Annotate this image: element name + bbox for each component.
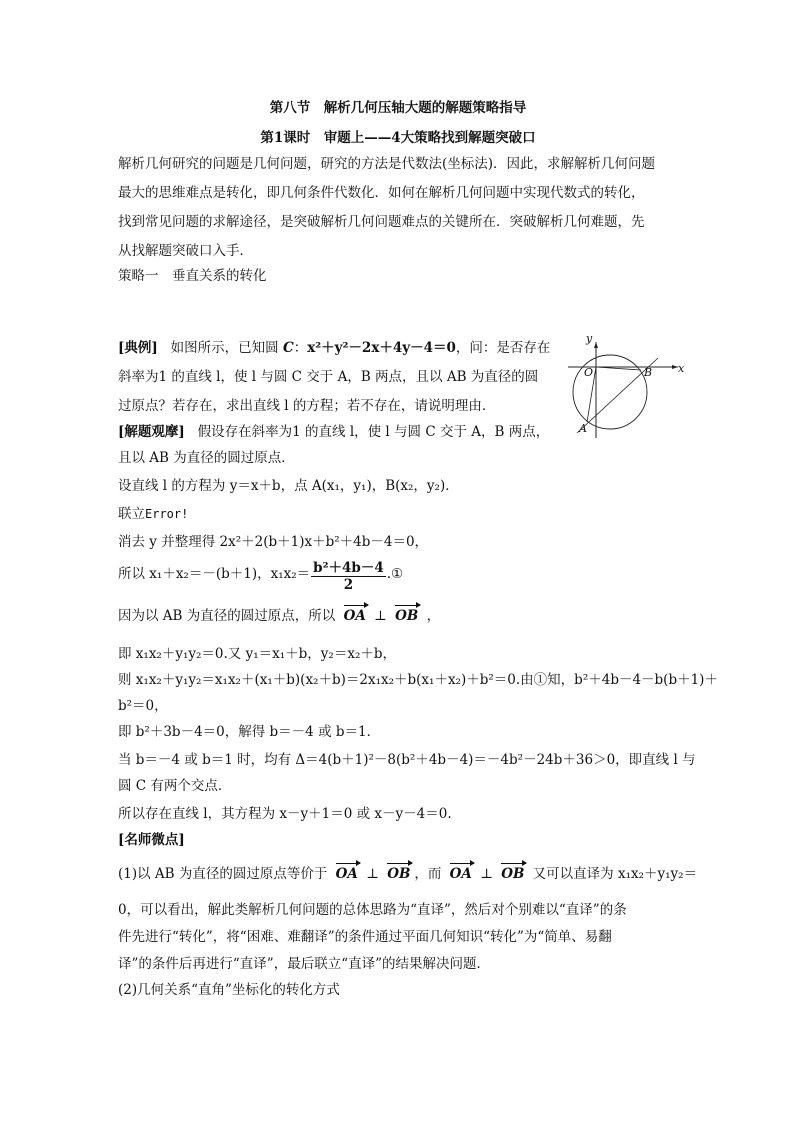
point-a-label: A [579,422,587,435]
notes-p1-line-4: 译”的条件后再进行“直译”，最后联立“直译”的结果解决问题． [118,956,491,972]
circle-equation: x²＋y²－2x＋4y－4＝0 [307,340,456,356]
solution-line-5: 消去 y 并整理得 2x²＋2(b＋1)x＋b²＋4b－4＝0， [118,534,429,550]
notes-p1-line-3: 件先进行“转化”，将“困难、难翻译”的条件通过平面几何知识“转化”为“简单、易翻 [118,929,612,945]
example-line-1: [典例] 如图所示，已知圆 C：x²＋y²－2x＋4y－4＝0，问：是否存在 [118,340,551,356]
circle-diagram [560,330,690,440]
x-axis-label: x [678,362,685,375]
error-text: Error! [145,507,189,521]
origin-label: O [584,366,594,379]
notes-p2: (2)几何关系“直角”坐标化的转化方式 [118,982,340,998]
intro-line-4: 从找解题突破口入手． [118,243,253,259]
example-line-2: 斜率为1 的直线 l，使 l 与圆 C 交于 A，B 两点，且以 AB 为直径的圆 [118,369,539,385]
intro-line-1: 解析几何研究的问题是几何问题，研究的方法是代数法(坐标法)．因此，求解解析几何问题 [118,156,656,172]
solution-line-4: 联立Error! [118,506,189,522]
solution-label: [解题观摩] [118,424,185,440]
solution-line-10: b²＝0， [118,698,168,714]
intro-line-3: 找到常见问题的求解途径，是突破解析几何问题难点的关键所在．突破解析几何难题，先 [118,214,645,230]
example-label: [典例] [118,340,158,356]
y-axis-label: y [586,332,593,345]
solution-line-12: 当 b＝－4 或 b＝1 时，均有 Δ＝4(b＋1)²－8(b²＋4b－4)＝－4b²－24b＋36＞0，即直线 l 与 [118,752,696,768]
notes-p1-line-1: (1)以 AB 为直径的圆过原点等价于 OA ⊥ OB ，而 OA ⊥ OB 又可以直译为 x₁x₂＋y₁y₂＝ [118,860,697,882]
notes-label: [名师微点] [118,832,185,848]
intro-line-2: 最大的思维难点是转化，即几何条件代数化．如何在解析几何问题中实现代数式的转化， [118,185,645,201]
solution-line-3: 设直线 l 的方程为 y＝x＋b，点 A(x₁，y₁)，B(x₂，y₂)． [118,478,459,494]
solution-line-14: 所以存在直线 l，其方程为 x－y＋1＝0 或 x－y－4＝0. [118,806,452,822]
solution-line-1: [解题观摩] 假设存在斜率为1 的直线 l，使 l 与圆 C 交于 A，B 两点， [118,424,550,440]
solution-line-8: 即 x₁x₂＋y₁y₂＝0.又 y₁＝x₁＋b，y₂＝x₂＋b， [118,646,397,662]
vector-ob: OB [395,602,418,624]
solution-line-2: 且以 AB 为直径的圆过原点． [118,450,295,466]
lesson-title: 第1课时 审题上——4大策略找到解题突破口 [260,130,536,146]
solution-line-7: 因为以 AB 为直径的圆过原点，所以 OA ⊥ OB ， [118,602,440,624]
point-b-label: B [644,366,653,379]
vector-oa: OA [450,860,472,882]
notes-p1-line-2: 0，可以看出，解此类解析几何问题的总体思路为“直译”，然后对个别难以“直译”的条 [118,902,627,918]
solution-line-9: 则 x₁x₂＋y₁y₂＝x₁x₂＋(x₁＋b)(x₂＋b)＝2x₁x₂＋b(x₁＋x₂)＋b²＝0.由①知，b²＋4b－4－b(b＋1)＋ [118,672,718,688]
vector-oa: OA [336,860,358,882]
fraction: $\frac{\text{b²＋4b－4}}{2}$ [311,556,386,593]
solution-line-11: 即 b²＋3b－4＝0，解得 b＝－4 或 b＝1． [118,724,381,740]
solution-line-6: 所以 x₁＋x₂＝－(b＋1)，x₁x₂＝ $\frac{\text{b²＋4b－4}}{2}$ .① [118,556,403,593]
section-title: 第八节 解析几何压轴大题的解题策略指导 [269,100,527,116]
vector-oa: OA [344,602,366,624]
example-line-3: 过原点？若存在，求出直线 l 的方程；若不存在，请说明理由． [118,398,496,414]
vector-ob: OB [387,860,410,882]
vector-ob: OB [501,860,524,882]
strategy-heading: 策略一 垂直关系的转化 [118,268,267,284]
solution-line-13: 圆 C 有两个交点． [118,778,232,794]
